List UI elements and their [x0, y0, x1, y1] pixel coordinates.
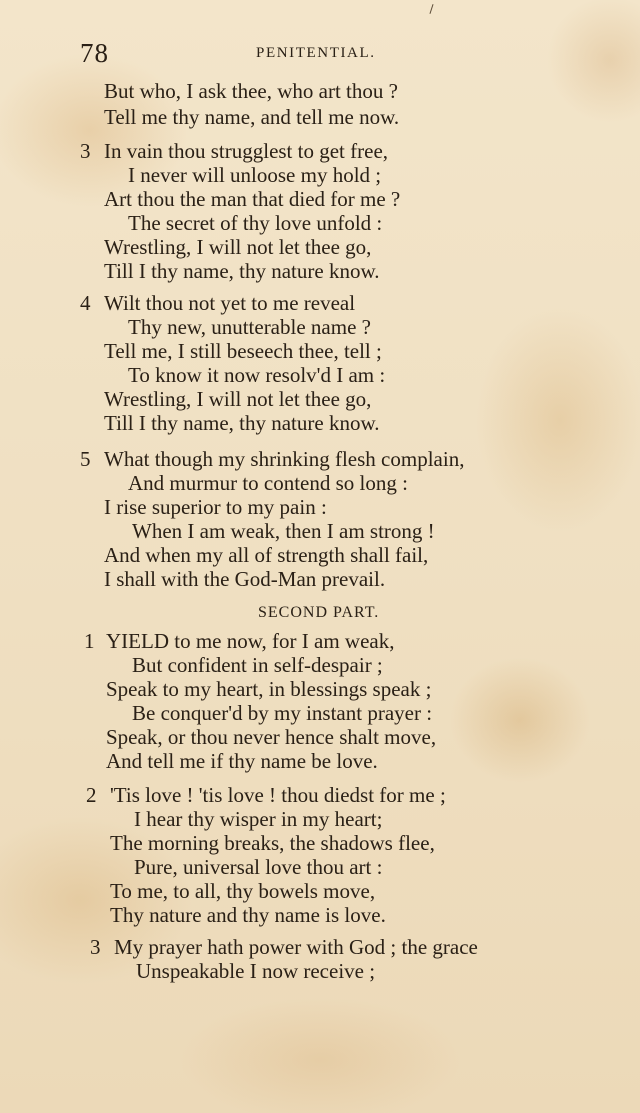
page-header: [80, 36, 480, 70]
hymn-line: The morning breaks, the shadows flee,: [110, 831, 435, 855]
stanza-number: 5: [80, 447, 91, 471]
stanza-number: 3: [90, 935, 101, 959]
hymn-line: I hear thy wisper in my heart;: [134, 807, 383, 831]
hymn-line: I rise superior to my pain :: [104, 495, 327, 519]
hymn-line: Till I thy name, thy nature know.: [104, 259, 380, 283]
hymn-line: Thy new, unutterable name ?: [128, 315, 371, 339]
hymn-line: But confident in self-despair ;: [132, 653, 383, 677]
hymn-line: And when my all of strength shall fail,: [104, 543, 429, 567]
hymn-line: When I am weak, then I am strong !: [132, 519, 435, 543]
hymn-line: And tell me if thy name be love.: [106, 749, 378, 773]
hymn-line: Till I thy name, thy nature know.: [104, 411, 380, 435]
hymn-line: I shall with the God-Man prevail.: [104, 567, 386, 591]
hymn-line: Tell me, I still beseech thee, tell ;: [104, 339, 382, 363]
hymn-line: Unspeakable I now receive ;: [136, 959, 376, 983]
page-number: 78: [80, 38, 109, 68]
hymn-line: Tell me thy name, and tell me now.: [104, 105, 400, 129]
hymn-line: Wrestling, I will not let thee go,: [104, 235, 372, 259]
hymn-line: My prayer hath power with God ; the grace: [114, 935, 478, 959]
hymn-line: 'Tis love ! 'tis love ! thou diedst for me ;: [110, 783, 446, 807]
hymn-line: What though my shrinking flesh complain,: [104, 447, 465, 471]
hymn-line: Wilt thou not yet to me reveal: [104, 291, 356, 315]
pen-mark: [429, 4, 433, 14]
hymn-line: Pure, universal love thou art :: [134, 855, 383, 879]
hymn-line: Speak to my heart, in blessings speak ;: [106, 677, 432, 701]
hymn-line: Art thou the man that died for me ?: [104, 187, 401, 211]
stanza-number: 4: [80, 291, 91, 315]
hymn-line: In vain thou strugglest to get free,: [104, 139, 389, 163]
hymn-line: To know it now resolv'd I am :: [128, 363, 386, 387]
stanza-number: 2: [86, 783, 97, 807]
section-heading: SECOND PART.: [258, 604, 380, 621]
running-head: PENITENTIAL.: [256, 45, 376, 61]
stanza-number: 1: [84, 629, 95, 653]
hymn-line: Be conquer'd by my instant prayer :: [132, 701, 433, 725]
hymn-line: I never will unloose my hold ;: [128, 163, 382, 187]
hymn-line: Thy nature and thy name is love.: [110, 903, 386, 927]
hymn-line: To me, to all, thy bowels move,: [110, 879, 376, 903]
stanza-number: 3: [80, 139, 91, 163]
hymn-line: But who, I ask thee, who art thou ?: [104, 79, 398, 103]
hymn-line: The secret of thy love unfold :: [128, 211, 383, 235]
hymn-line: Wrestling, I will not let thee go,: [104, 387, 372, 411]
hymn-line: Speak, or thou never hence shalt move,: [106, 725, 437, 749]
hymn-line: And murmur to contend so long :: [128, 471, 408, 495]
hymn-line: YIELD to me now, for I am weak,: [106, 629, 395, 653]
